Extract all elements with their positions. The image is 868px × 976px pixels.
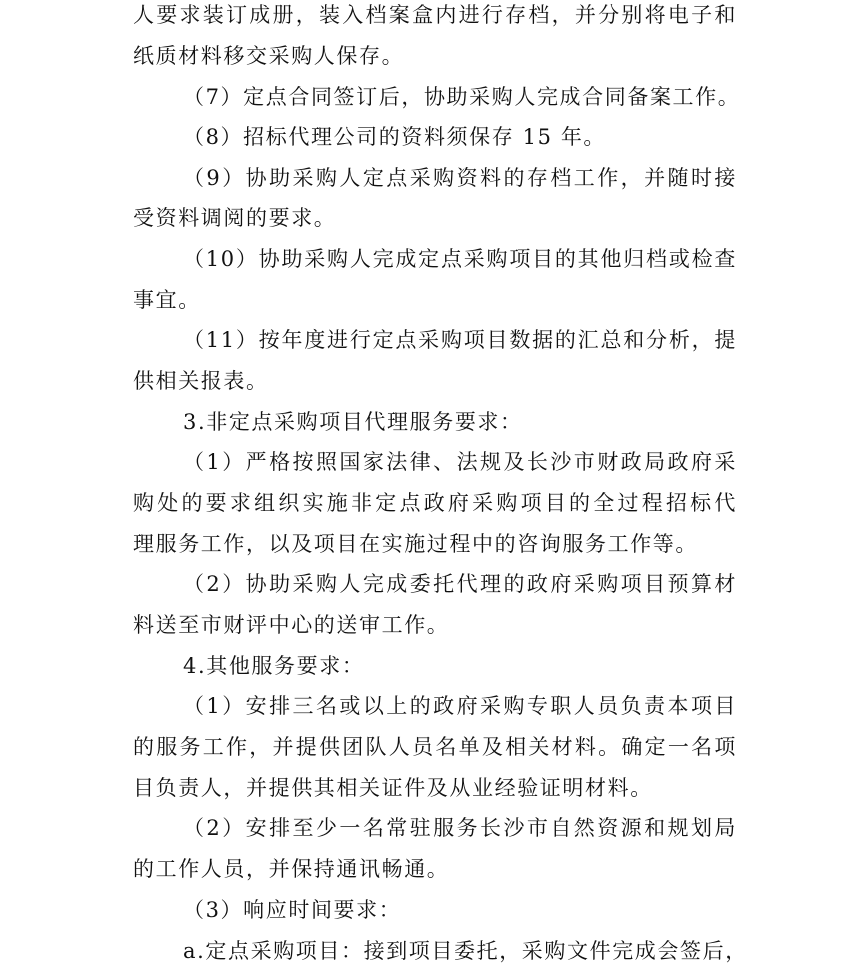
text-line: 受资料调阅的要求。 (133, 206, 337, 230)
text-line: （7）定点合同签订后，协助采购人完成合同备案工作。 (183, 85, 741, 109)
text-line: 的服务工作，并提供团队人员名单及相关材料。确定一名项 (133, 735, 737, 759)
text-line: （1）严格按照国家法律、法规及长沙市财政局政府采 (183, 450, 737, 474)
section-heading: 3.非定点采购项目代理服务要求： (183, 410, 523, 434)
text-line: （8）招标代理公司的资料须保存 15 年。 (183, 125, 607, 149)
text-line: 人要求装订成册，装入档案盒内进行存档，并分别将电子和 (133, 3, 737, 27)
text-line: 目负责人，并提供其相关证件及从业经验证明材料。 (133, 776, 653, 800)
text-line: （9）协助采购人定点采购资料的存档工作，并随时接 (183, 166, 737, 190)
text-line: 纸质材料移交采购人保存。 (133, 44, 405, 68)
section-heading: 4.其他服务要求： (183, 654, 365, 678)
text-line: （3）响应时间要求： (183, 898, 402, 922)
text-line: 供相关报表。 (133, 369, 269, 393)
text-line: a.定点采购项目：接到项目委托，采购文件完成会签后， (183, 939, 748, 963)
text-line: 事宜。 (133, 288, 201, 312)
text-line: （2）安排至少一名常驻服务长沙市自然资源和规划局 (183, 816, 737, 840)
text-line: （1）安排三名或以上的政府采购专职人员负责本项目 (183, 694, 737, 718)
text-line: 购处的要求组织实施非定点政府采购项目的全过程招标代 (133, 491, 737, 515)
text-line: （11）按年度进行定点采购项目数据的汇总和分析，提 (183, 328, 737, 352)
text-line: （10）协助采购人完成定点采购项目的其他归档或检查 (183, 247, 737, 271)
text-line: 料送至市财评中心的送审工作。 (133, 613, 450, 637)
text-line: 理服务工作，以及项目在实施过程中的咨询服务工作等。 (133, 532, 698, 556)
text-line: （2）协助采购人完成委托代理的政府采购项目预算材 (183, 572, 737, 596)
text-line: 的工作人员，并保持通讯畅通。 (133, 857, 450, 881)
